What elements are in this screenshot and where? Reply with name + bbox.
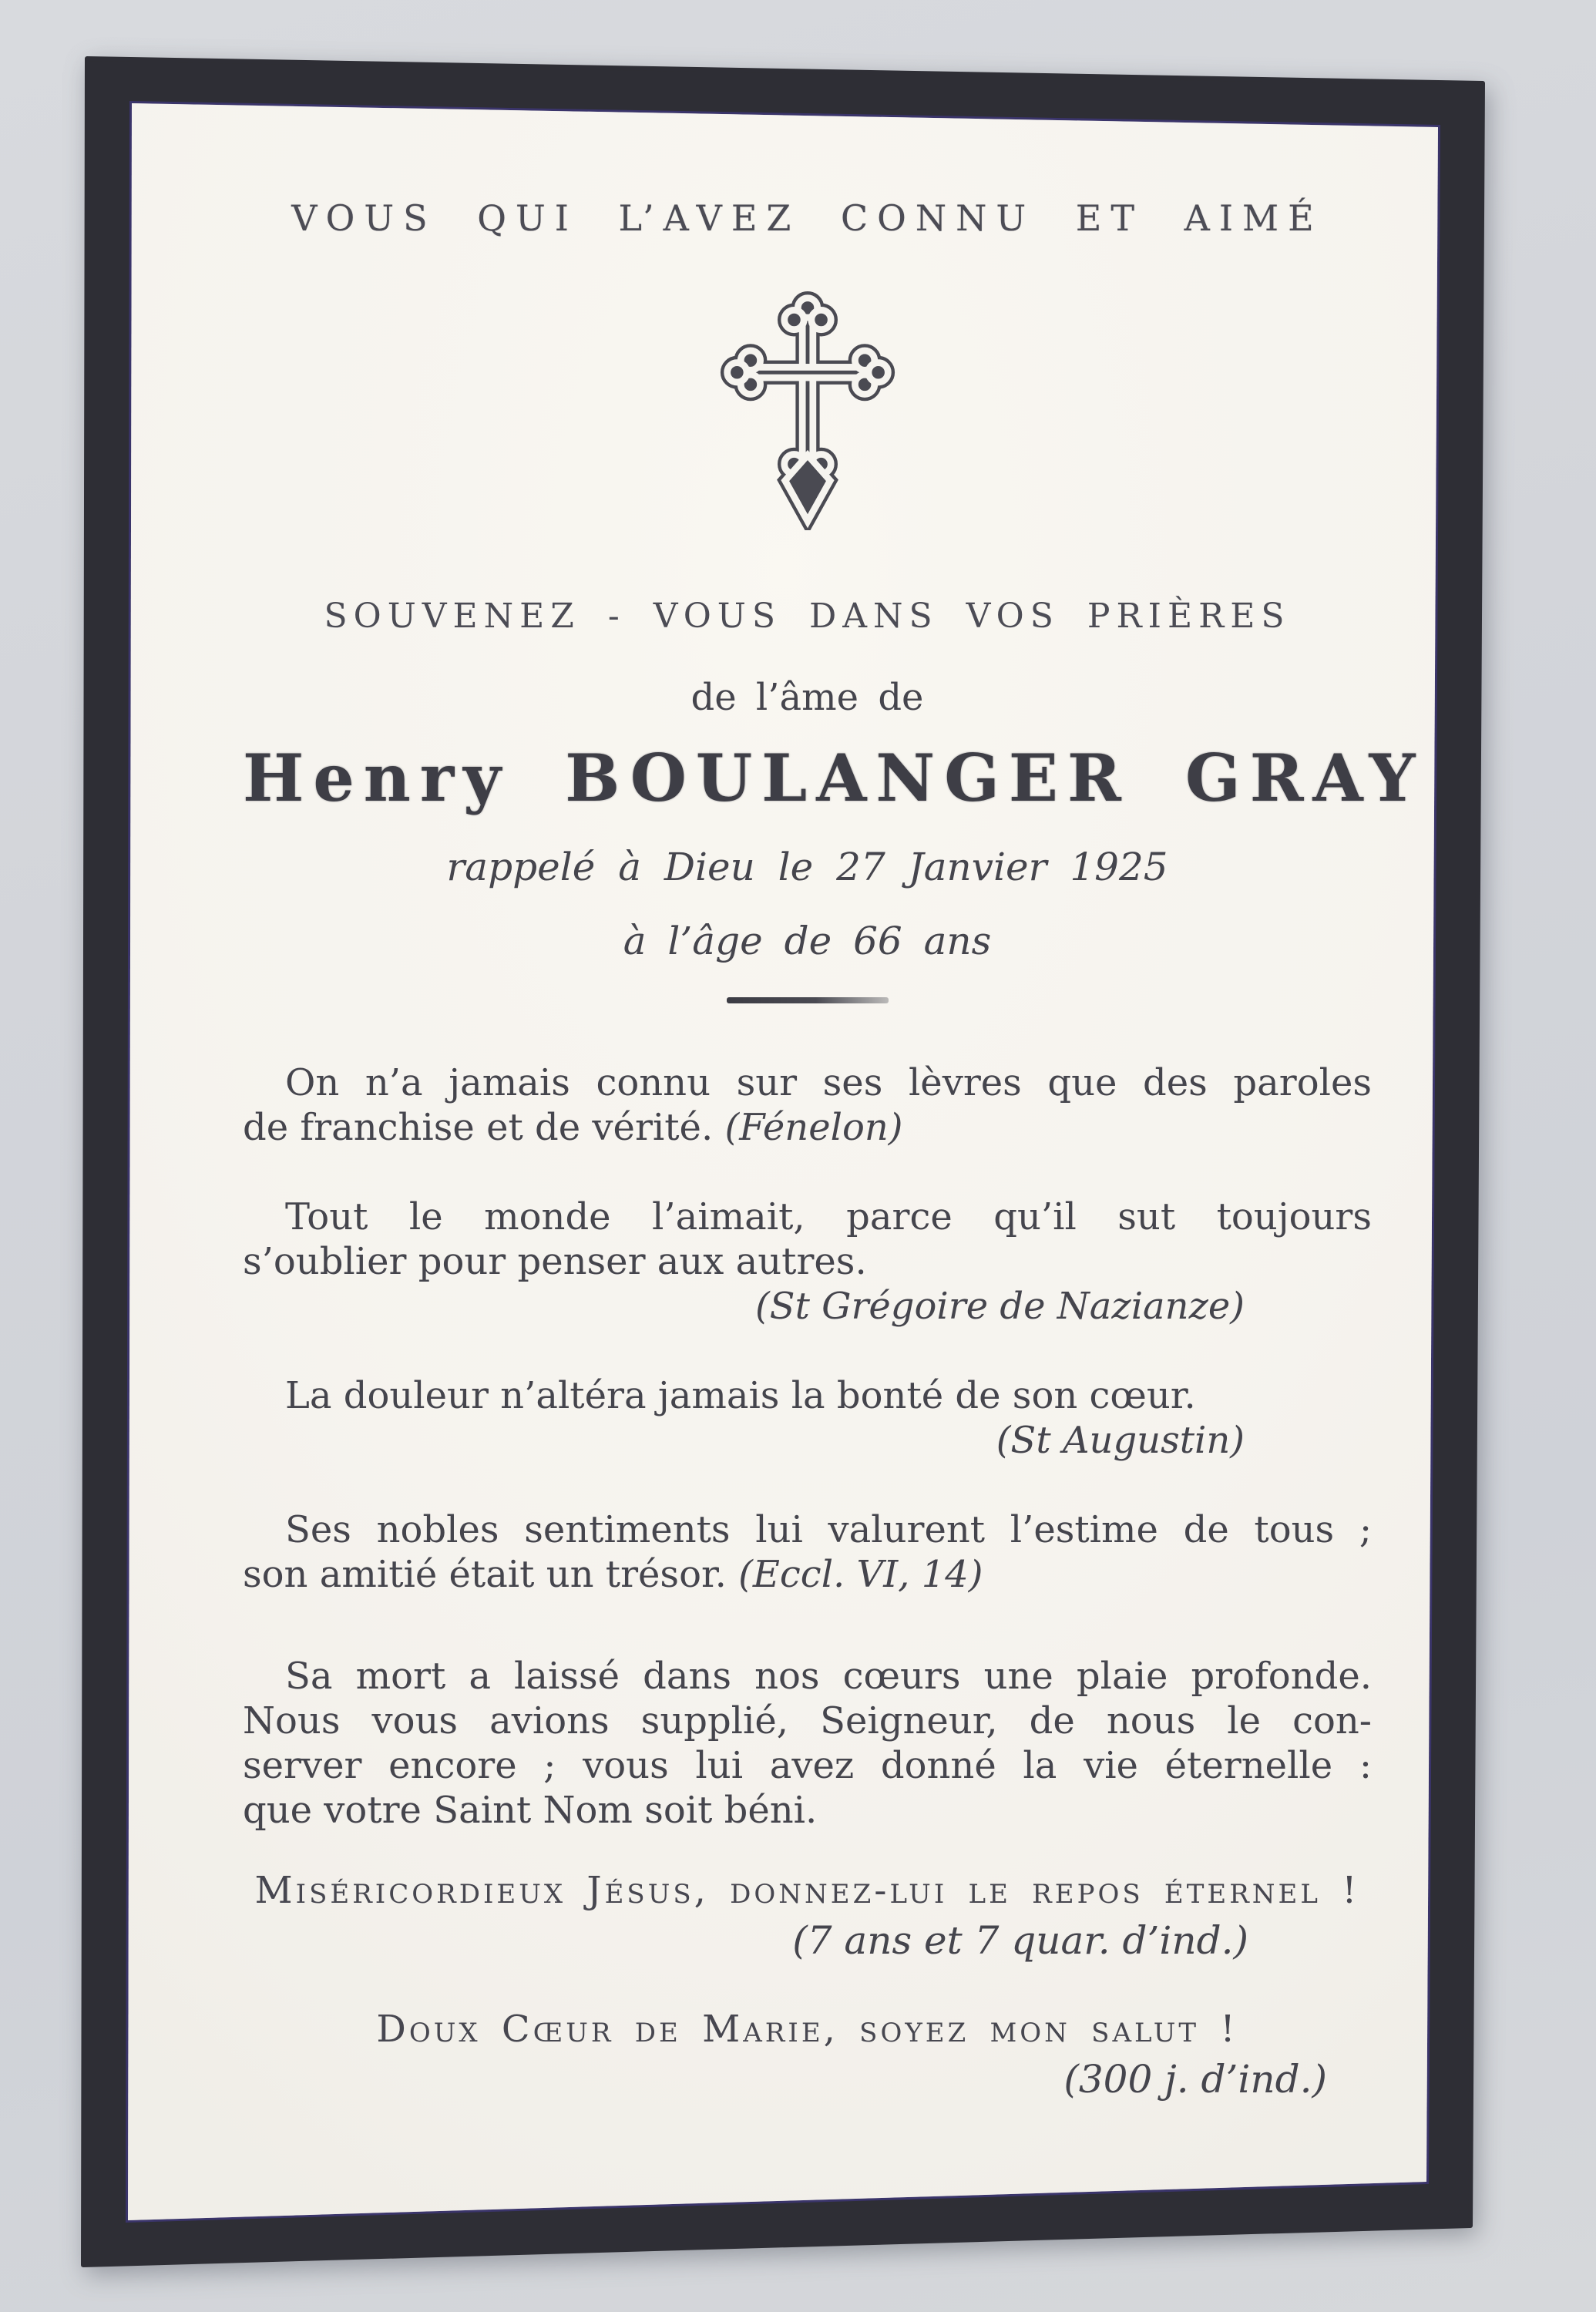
quote-paragraph-fenelon xyxy=(243,1060,1372,1150)
deceased-name: Henry BOULANGER GRAY xyxy=(243,740,1425,816)
prayer-invocation: Miséricordieux Jésus, donnez-lui le repos éternel ! xyxy=(254,1869,1360,1912)
cross-container xyxy=(243,290,1372,533)
quote-line: Nous vous avions supplié, Seigneur, de nous le con- xyxy=(243,1699,1372,1742)
quote-paragraph-gregoire xyxy=(243,1195,1372,1329)
prayer-call-line: SOUVENEZ - VOUS DANS VOS PRIÈRES xyxy=(324,596,1291,636)
prayer-indulgence: (300 j. d’ind.) xyxy=(1063,2057,1327,2102)
quote-attribution: (St Grégoire de Nazianze) xyxy=(754,1285,1245,1328)
quote-line: La douleur n’altéra jamais la bonté de son cœur. xyxy=(285,1374,1196,1417)
quote-paragraph-final xyxy=(243,1654,1372,1833)
quote-line: Ses nobles sentiments lui valurent l’estime de tous ; xyxy=(285,1508,1372,1551)
quote-line-with-attribution xyxy=(243,1105,1372,1150)
quote-attribution: (St Augustin) xyxy=(996,1419,1245,1462)
quote-attribution: (Eccl. VI, 14) xyxy=(738,1553,983,1596)
quote-line: son amitié était un trésor. xyxy=(243,1553,727,1596)
prayer-invocation: Doux Cœur de Marie, soyez mon salut ! xyxy=(376,2008,1238,2051)
quote-line: server encore ; vous lui avez donné la vie éternelle : xyxy=(243,1744,1372,1787)
botonee-cross-icon xyxy=(717,290,899,530)
quote-paragraph-eccl xyxy=(243,1507,1372,1597)
text-divider xyxy=(727,997,889,1003)
header-line: VOUS QUI L’AVEZ CONNU ET AIMÉ xyxy=(291,197,1323,239)
quote-line: de franchise et de vérité. xyxy=(243,1106,714,1149)
recall-date-line: rappelé à Dieu le 27 Janvier 1925 xyxy=(446,845,1168,889)
quote-line: s’oublier pour penser aux autres. xyxy=(243,1240,867,1283)
prayer-indulgence: (7 ans et 7 quar. d’ind.) xyxy=(792,1918,1248,1963)
prayer-block-jesus xyxy=(243,1868,1372,1964)
age-line: à l’âge de 66 ans xyxy=(623,919,992,963)
quote-line: que votre Saint Nom soit béni. xyxy=(243,1789,818,1832)
quote-paragraph-augustin xyxy=(243,1373,1372,1463)
card-content xyxy=(131,105,1441,2186)
prayer-block-marie xyxy=(243,2007,1372,2102)
of-the-soul-line: de l’âme de xyxy=(690,676,924,719)
quote-line: Sa mort a laissé dans nos cœurs une plaie profonde. xyxy=(285,1655,1372,1698)
quote-line-with-attribution xyxy=(243,1552,1372,1597)
quote-line: Tout le monde l’aimait, parce qu’il sut toujours xyxy=(285,1195,1372,1238)
quote-line: On n’a jamais connu sur ses lèvres que des paroles xyxy=(285,1061,1372,1104)
quote-attribution: (Fénelon) xyxy=(724,1106,903,1149)
